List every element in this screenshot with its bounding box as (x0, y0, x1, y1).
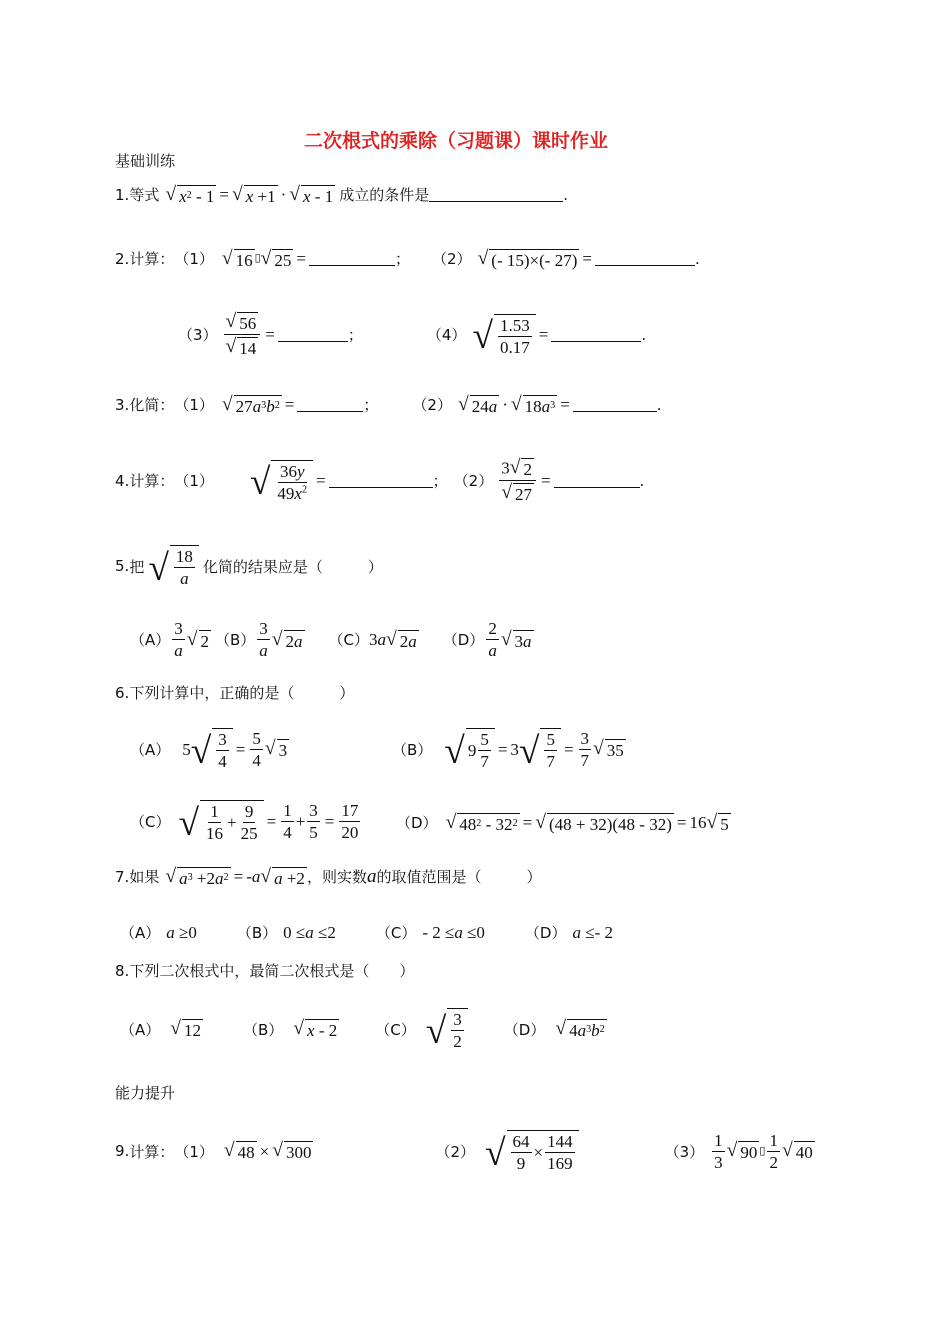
question-5: 5. 把 √ 18 a 化简的结果应是（ ） (115, 547, 383, 589)
q9-2-expr: √ 64 9 × 144 169 (485, 1130, 579, 1172)
q6-option-b-row: （B） √ 9 5 7 = 3 √ 5 7 = $\frac{3}{7}$ √ 35 (392, 728, 624, 772)
question-8: 8. 下列二次根式中，最简二次根式是（ ） (115, 961, 415, 980)
section-basic: 基础训练 (115, 152, 176, 170)
q7-options: （A） a ≥0 （B） 0 ≤ a ≤2 （C） - 2 ≤ a ≤0 （D） a ≤- 2 (120, 923, 613, 942)
answer-blank[interactable] (278, 327, 348, 342)
option-d[interactable]: （D） (524, 924, 567, 942)
q4-1-expr: √ 36y $49x^2$ = (249, 461, 326, 504)
question-7: 7. 如果 √ a 3 +2 a 2 = - a √ a +2 ，则实数 a 的取值范围是（ ） (115, 865, 542, 888)
answer-blank[interactable] (429, 187, 563, 202)
option-c[interactable]: （C） (375, 1020, 416, 1039)
option-d[interactable]: （D） (442, 631, 485, 649)
q6-option-c-row: （C） √ 1 16 + 9 25 = $\frac{1}{4}$ + $\frac{3}{5}$ = $\frac{17}{20}$ (130, 800, 359, 844)
question-2-row2: （3） √ 56 √ 14 = ； （4） √ 1.53 0.17 = . (178, 311, 647, 358)
question-3: 3. 化简： （1） √ 27 a 3 b 2 = ； （2） √ 24 a · √ 18 a 3 = . (115, 393, 662, 416)
option-a[interactable]: （A） (130, 631, 171, 649)
question-4: 4. 计算： （1） √ 36y $49x^2$ = ； （2） 3 √ 2 √ 27 = . (115, 457, 645, 504)
option-d[interactable]: （D） (503, 1020, 546, 1039)
q1-equation: √ x 2 - 1 = √ x +1 · √ x - 1 (165, 183, 334, 206)
q2-1-expr: √ 16 ▯ √ 25 = (221, 247, 306, 270)
option-b[interactable]: （B） (215, 631, 256, 649)
page-title: 二次根式的乘除（习题课）课时作业 (304, 130, 609, 152)
q7-expr: √ a 3 +2 a 2 = - a √ a +2 (165, 865, 305, 888)
q9-3-expr: 1 3 √ 90 ▯ 1 2 √ 40 (714, 1130, 813, 1172)
question-1: 1. 等式 √ x 2 - 1 = √ x +1 · √ x - 1 成立的条件是 . (115, 183, 569, 206)
q6-option-d-row: （D） √ 48 2 - 32 2 = √ (48 + 32)(48 - 32) = 16 √ 5 (396, 811, 729, 834)
q5-expr: √ 18 a (148, 545, 199, 587)
q2-2-expr: √ (- 15)×(- 27) = (477, 247, 592, 270)
option-c[interactable]: （C） (375, 924, 417, 942)
answer-blank[interactable] (309, 251, 395, 266)
q4-2-expr: 3 √ 2 √ 27 = (501, 457, 551, 504)
section-advanced: 能力提升 (115, 1084, 176, 1102)
option-b[interactable]: （B） (236, 924, 278, 942)
answer-blank[interactable] (297, 397, 363, 412)
q8-options: （A） √ 12 （B） √ x - 2 （C） √ 3 2 （D） √ 4 a 3 b 2 (120, 1010, 605, 1052)
option-c[interactable]: （C） (130, 812, 171, 831)
option-a[interactable]: （A） (130, 740, 171, 759)
question-2: 2. 计算： （1） √ 16 ▯ √ 25 = ； （2） √ (- 15)×(- 27) = . (115, 247, 700, 270)
option-d[interactable]: （D） (396, 814, 438, 832)
answer-blank[interactable] (551, 327, 641, 342)
answer-blank[interactable] (329, 473, 433, 488)
answer-blank[interactable] (554, 473, 640, 488)
q3-2-expr: √ 24 a · √ 18 a 3 = (457, 393, 570, 416)
option-c[interactable]: （C） (328, 631, 370, 649)
question-6: 6. 下列计算中，正确的是（ ） (115, 683, 355, 702)
q3-1-expr: √ 27 a 3 b 2 = (221, 393, 295, 416)
question-9: 9. 计算： （1） √ 48 × √ 300 （2） √ 64 9 × 144 169 （3） 1 3 √ 90 ▯ 1 2 √ 40 (115, 1130, 813, 1174)
option-b[interactable]: （B） (243, 1020, 284, 1039)
q6-option-a-row: （A） 5 √ 3 4 = $\frac{5}{4}$ √ 3 (130, 728, 288, 772)
option-b[interactable]: （B） (392, 740, 433, 759)
q5-options: （A） 3 a √ 2 （B） 3 a √ 2 a （C） 3 a √ 2 a （D） 2 a √ 3 a (130, 619, 532, 660)
option-a[interactable]: （A） (120, 1020, 161, 1039)
q2-3-expr: √ 56 √ 14 = (225, 311, 275, 358)
answer-blank[interactable] (573, 397, 657, 412)
option-a[interactable]: （A） (120, 924, 161, 942)
q2-4-expr: √ 1.53 0.17 = (472, 315, 549, 358)
q9-1-expr: √ 48 × √ 300 (223, 1140, 312, 1162)
answer-blank[interactable] (595, 251, 695, 266)
